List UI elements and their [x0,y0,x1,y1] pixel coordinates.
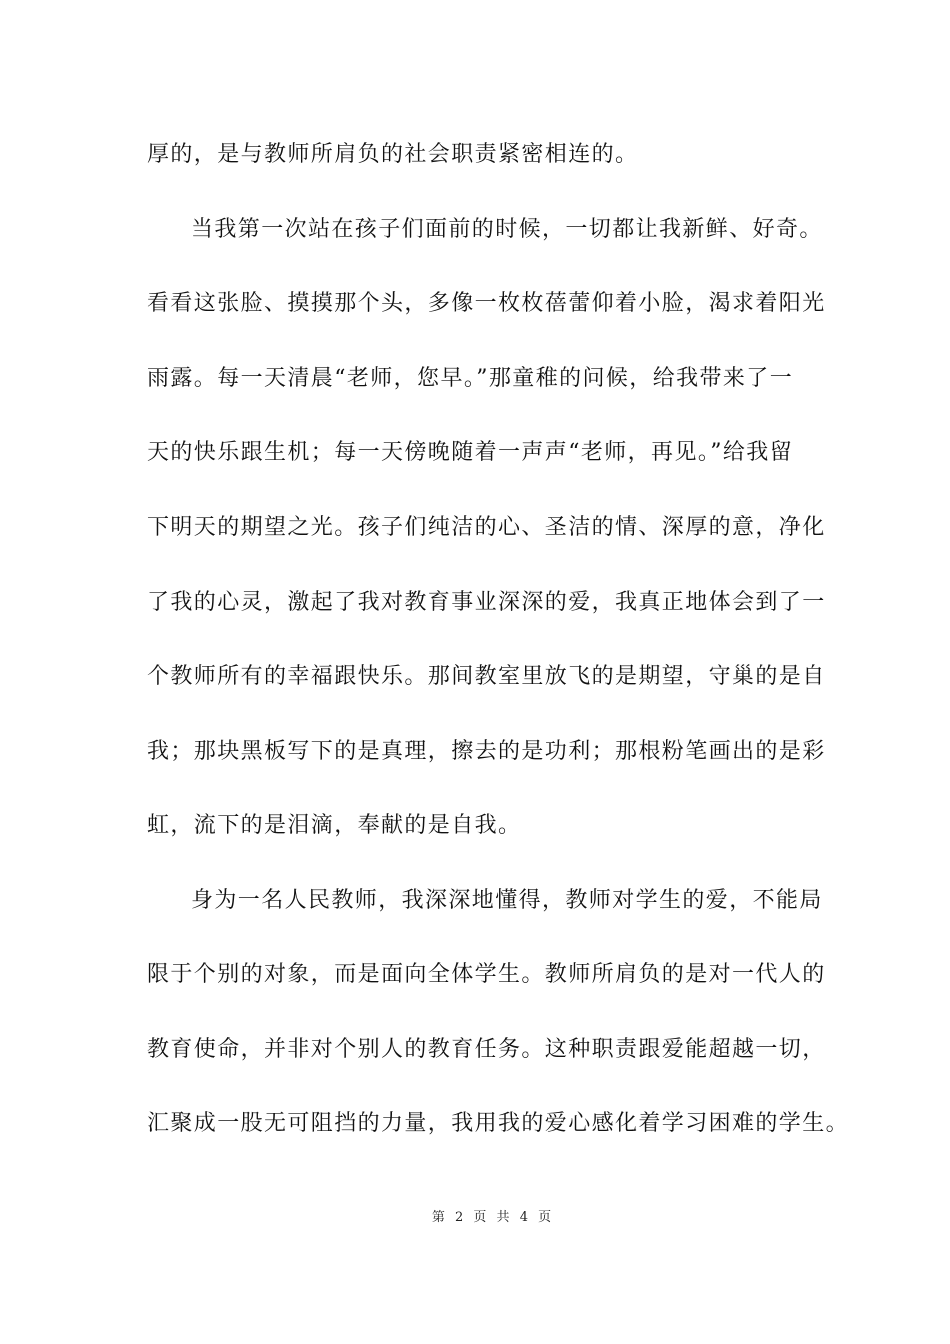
paragraph-line: 雨露。每一天清晨“老师，您早。”那童稚的问候，给我带来了一 [147,366,794,391]
page-footer: 第 2 页 共 4 页 [431,1210,555,1225]
paragraph-line: 看看这张脸、摸摸那个头，多像一枚枚蓓蕾仰着小脸，渴求着阳光 [147,291,826,316]
paragraph-line: 我；那块黑板写下的是真理，擦去的是功利；那根粉笔画出的是彩 [147,739,826,764]
paragraph-line: 限于个别的对象，而是面向全体学生。教师所肩负的是对一代人的 [147,962,826,987]
paragraph-line: 当我第一次站在孩子们面前的时候，一切都让我新鲜、好奇。 [191,217,823,242]
paragraph-line: 身为一名人民教师，我深深地懂得，教师对学生的爱，不能局 [191,888,823,913]
paragraph-line: 下明天的期望之光。孩子们纯洁的心、圣洁的情、深厚的意，净化 [147,515,826,540]
paragraph-line: 了我的心灵，激起了我对教育事业深深的爱，我真正地体会到了一 [147,590,826,615]
paragraph-line: 虹，流下的是泪滴，奉献的是自我。 [147,813,522,838]
paragraph-line: 个教师所有的幸福跟快乐。那间教室里放飞的是期望，守巢的是自 [147,664,826,689]
paragraph-line: 教育使命，并非对个别人的教育任务。这种职责跟爱能超越一切， [147,1037,826,1062]
paragraph-line: 汇聚成一股无可阻挡的力量，我用我的爱心感化着学习困难的学生。 [147,1111,850,1136]
paragraph-line: 天的快乐跟生机；每一天傍晚随着一声声“老师，再见。”给我留 [147,440,794,465]
paragraph-line: 厚的，是与教师所肩负的社会职责紧密相连的。 [147,142,639,167]
